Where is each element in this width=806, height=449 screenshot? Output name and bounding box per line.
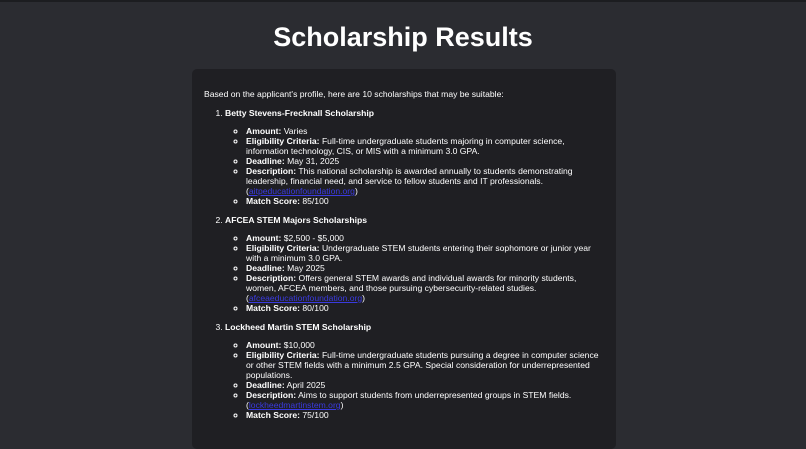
detail-amount	[246, 340, 604, 350]
detail-description: ◦ Description: Offers general STEM awards and individual awards for minority students, women, AFCEA members, and those pursuing cybersecurity-related studies. (afceaeducationfoundation.org)	[246, 273, 604, 303]
match-value: 85/100	[302, 196, 329, 206]
scholarship-item	[225, 215, 604, 313]
detail-deadline	[246, 156, 604, 166]
match-label: Match Score:	[246, 410, 300, 420]
amount-value: $10,000	[283, 340, 315, 350]
detail-match	[246, 196, 604, 206]
scholarship-name: AFCEA STEM Majors Scholarships	[225, 215, 367, 225]
description-label: Description:	[246, 273, 297, 283]
description-value: Aims to support students from underrepresented groups in STEM fields.	[298, 390, 572, 400]
detail-eligibility	[246, 350, 604, 380]
scholarship-details	[225, 126, 604, 206]
deadline-label: Deadline:	[246, 380, 285, 390]
eligibility-value: Full-time undergraduate students majoring in computer science, information technology, CIS, or MIS with a minimum 3.0 GPA.	[246, 136, 565, 156]
description-label: Description:	[246, 390, 297, 400]
page-title: Scholarship Results	[273, 22, 533, 52]
detail-description: ◦ Description: This national scholarship is awarded annually to students demonstrating leadership, financial need, and service to fellow students and IT professionals. (aitpeducationfoundation.org)	[246, 166, 604, 196]
scholarship-item	[225, 322, 604, 420]
match-label: Match Score:	[246, 196, 300, 206]
intro-text: Based on the applicant's profile, here are 10 scholarships that may be suitable:	[204, 89, 504, 99]
detail-deadline	[246, 380, 604, 390]
detail-match	[246, 303, 604, 313]
description-label: Description:	[246, 166, 297, 176]
top-border	[0, 0, 806, 2]
detail-amount	[246, 233, 604, 243]
match-value: 75/100	[302, 410, 329, 420]
description-value: This national scholarship is awarded annually to students demonstrating leadership, financial need, and service to fellow students and IT professionals.	[246, 166, 573, 186]
eligibility-value: Full-time undergraduate students pursuing a degree in computer science or other STEM fields with a minimum 2.5 GPA. Special consideration for underrepresented populations.	[246, 350, 599, 380]
detail-eligibility	[246, 243, 604, 263]
scholarship-details	[225, 340, 604, 420]
deadline-value: May 31, 2025	[287, 156, 340, 166]
description-value: Offers general STEM awards and individual awards for minority students, women, AFCEA members, and those pursuing cybersecurity-related studies.	[246, 273, 577, 293]
scholarship-list	[204, 108, 604, 420]
detail-deadline	[246, 263, 604, 273]
detail-eligibility	[246, 136, 604, 156]
detail-amount	[246, 126, 604, 136]
deadline-label: Deadline:	[246, 156, 285, 166]
source-link[interactable]: afceaeducationfoundation.org	[248, 293, 363, 303]
results-panel	[192, 69, 616, 449]
source-link[interactable]: lockheedmartinstem.org	[248, 400, 341, 410]
deadline-value: April 2025	[286, 380, 326, 390]
deadline-value: May 2025	[287, 263, 325, 273]
detail-match	[246, 410, 604, 420]
eligibility-label: Eligibility Criteria:	[246, 243, 320, 253]
amount-label: Amount:	[246, 233, 282, 243]
eligibility-label: Eligibility Criteria:	[246, 136, 320, 146]
eligibility-label: Eligibility Criteria:	[246, 350, 320, 360]
match-label: Match Score:	[246, 303, 300, 313]
amount-value: $2,500 - $5,000	[283, 233, 344, 243]
detail-description: ◦ Description: Aims to support students from underrepresented groups in STEM fields. (lockheedmartinstem.org)	[246, 390, 604, 410]
eligibility-value: Undergraduate STEM students entering their sophomore or junior year with a minimum 3.0 GPA.	[246, 243, 591, 263]
scholarship-details	[225, 233, 604, 313]
match-value: 80/100	[302, 303, 329, 313]
amount-label: Amount:	[246, 340, 282, 350]
scholarship-name: Lockheed Martin STEM Scholarship	[225, 322, 372, 332]
source-link[interactable]: aitpeducationfoundation.org	[248, 186, 355, 196]
scholarship-name: Betty Stevens-Frecknall Scholarship	[225, 108, 375, 118]
deadline-label: Deadline:	[246, 263, 285, 273]
amount-value: Varies	[283, 126, 308, 136]
amount-label: Amount:	[246, 126, 282, 136]
scholarship-item	[225, 108, 604, 206]
